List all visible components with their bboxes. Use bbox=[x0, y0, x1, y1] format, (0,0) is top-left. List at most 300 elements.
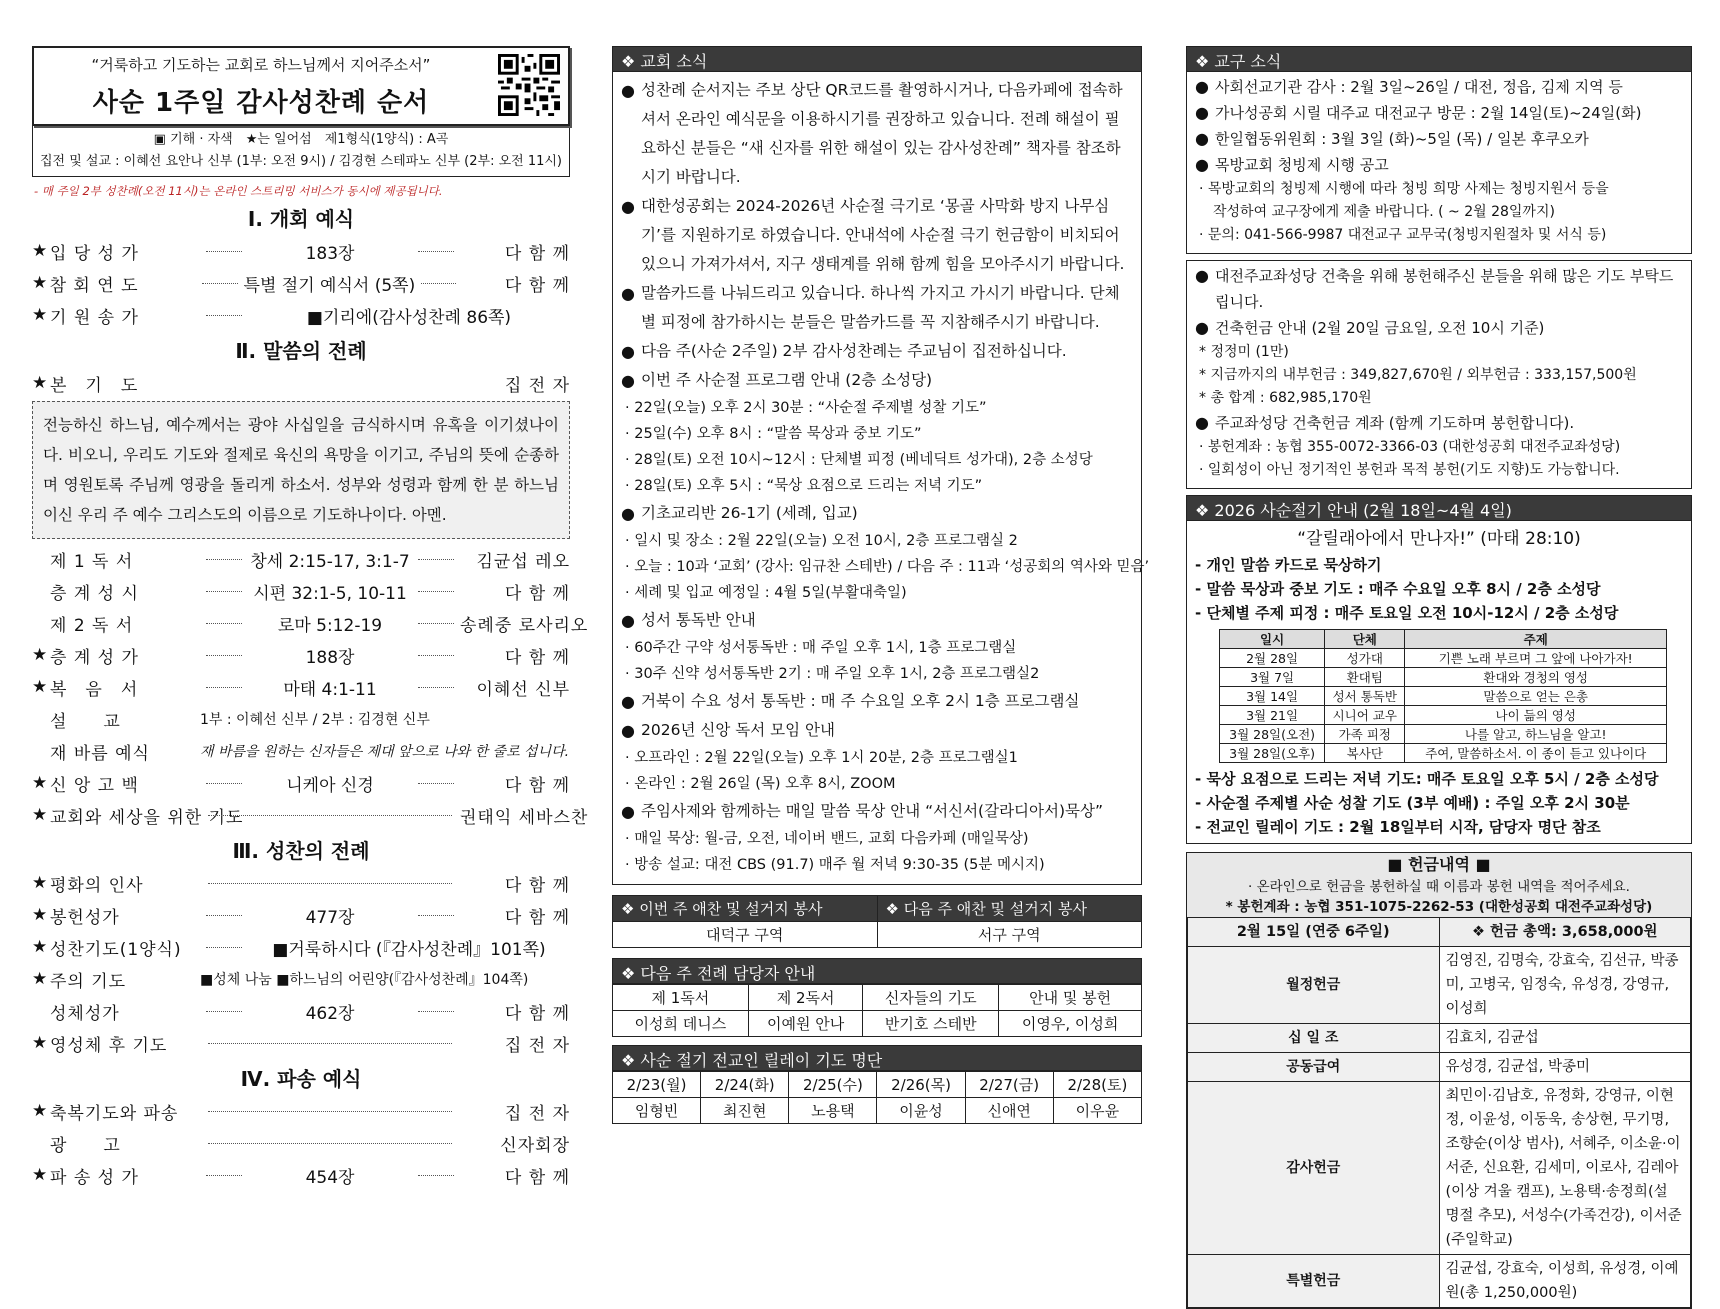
relay-name: 이우윤 bbox=[1053, 1098, 1141, 1124]
order-label: 파 송 성 가 bbox=[50, 1167, 139, 1188]
relay-name: 노용택 bbox=[789, 1098, 877, 1124]
dotted-leader bbox=[421, 283, 456, 284]
liturgy-title: ❖ 다음 주 전례 담당자 안내 bbox=[612, 958, 1142, 984]
news-sub-item: * 정정미 (1만) bbox=[1199, 344, 1289, 360]
relay-date: 2/23(월) bbox=[613, 1072, 701, 1098]
order-row bbox=[32, 995, 570, 1027]
news-item-text: 거북이 수요 성서 통독반 : 매 주 수요일 오후 2시 1층 프로그램실 bbox=[641, 692, 1080, 710]
lent-item: - 전교인 릴레이 기도 : 2월 18일부터 시작, 담당자 명단 참조 bbox=[1195, 818, 1601, 836]
order-row bbox=[32, 899, 570, 931]
order-value: 188장 bbox=[305, 647, 355, 668]
order-who: 집 전 자 bbox=[504, 1035, 570, 1056]
liturgy-person: 이성희 데니스 bbox=[613, 1011, 749, 1037]
news-sub-item: · 일회성이 아닌 정기적인 봉헌과 목적 봉헌(기도 지향)도 가능합니다. bbox=[1199, 462, 1620, 478]
schedule-row bbox=[1220, 649, 1667, 668]
dotted-leader bbox=[202, 283, 237, 284]
order-who: 송례중 로사리오 bbox=[460, 615, 589, 636]
dotted-leader bbox=[418, 251, 454, 252]
bullet-icon: ● bbox=[621, 504, 635, 523]
news-item-text: 가나성공회 시릴 대주교 대전교구 방문 : 2월 14일(토)~24일(화) bbox=[1215, 104, 1642, 122]
order-value: 재 바름을 원하는 신자들은 제대 앞으로 나와 한 줄로 섭니다. bbox=[200, 744, 570, 760]
dotted-leader bbox=[418, 915, 454, 916]
offering-names: 김균섭, 강효숙, 이성희, 유성경, 이예원(총 1,250,000원) bbox=[1439, 1255, 1691, 1308]
liturgy-table bbox=[612, 984, 1142, 1037]
page-title: 사순 1주일 감사성찬례 순서 bbox=[92, 88, 430, 118]
dotted-leader bbox=[418, 591, 454, 592]
dotted-leader bbox=[206, 591, 242, 592]
section-heading-opening: Ⅰ. 개회 예식 bbox=[247, 207, 355, 231]
order-who: 이혜선 신부 bbox=[476, 679, 570, 700]
news-item bbox=[621, 366, 1133, 395]
news-item-text: 목방교회 청빙제 시행 공고 bbox=[1215, 156, 1389, 174]
order-label: 재 바름 예식 bbox=[50, 743, 150, 764]
order-row bbox=[32, 1159, 570, 1191]
order-value: ■기리에(감사성찬례 86쪽) bbox=[306, 307, 512, 328]
stand-marker: ★ bbox=[32, 677, 48, 697]
news-sub-item: 작성하여 교구장에게 제출 바랍니다. ( ~ 2월 28일까지) bbox=[1199, 204, 1555, 220]
offering-names: 김효치, 김균섭 bbox=[1439, 1024, 1691, 1053]
news-sub-item: · 세례 및 입교 예정일 : 4월 5일(부활대축일) bbox=[625, 585, 907, 601]
schedule-cell: 시니어 교우 bbox=[1325, 706, 1405, 725]
order-label: 평화의 인사 bbox=[50, 875, 144, 896]
order-label: 주의 기도 bbox=[50, 971, 127, 992]
news-sub-item: · 목방교회의 청빙제 시행에 따라 청빙 희망 사제는 청빙지원서 등을 bbox=[1199, 181, 1609, 197]
relay-date: 2/27(금) bbox=[965, 1072, 1053, 1098]
bullet-icon: ● bbox=[621, 342, 635, 361]
news-item bbox=[1195, 263, 1683, 315]
order-who: 다 함 께 bbox=[504, 243, 570, 264]
dotted-leader bbox=[418, 687, 454, 688]
news-sub-item: · 22일(오늘) 오후 2시 30분 : “사순절 주제별 성찰 기도” bbox=[625, 400, 987, 416]
news-item-text: 건축헌금 안내 (2월 20일 금요일, 오전 10시 기준) bbox=[1215, 319, 1545, 337]
offering-box bbox=[1186, 852, 1692, 1309]
order-value: 니케아 신경 bbox=[286, 775, 374, 796]
order-value: 454장 bbox=[305, 1167, 355, 1188]
lent-item: - 묵상 요점으로 드리는 저녁 기도: 매주 토요일 오후 5시 / 2층 소성당 bbox=[1195, 770, 1659, 788]
news-item bbox=[621, 76, 1133, 192]
service-next-group: 서구 구역 bbox=[877, 922, 1142, 948]
dotted-leader bbox=[206, 623, 242, 624]
bullet-icon: ● bbox=[1195, 155, 1209, 174]
schedule-cell: 3월 21일 bbox=[1220, 706, 1325, 725]
section-heading-eucharist: Ⅲ. 성찬의 전례 bbox=[232, 839, 370, 863]
order-row bbox=[32, 543, 570, 575]
order-row bbox=[32, 639, 570, 671]
relay-table bbox=[612, 1071, 1142, 1124]
news-item bbox=[1195, 100, 1683, 126]
schedule-row bbox=[1220, 725, 1667, 744]
dotted-leader bbox=[206, 315, 242, 316]
service-this-group: 대덕구 구역 bbox=[613, 922, 878, 948]
dotted-leader bbox=[206, 687, 242, 688]
news-sub-item: · 28일(토) 오전 10시~12시 : 단체별 피정 (베네딕트 성가대), 2층 소성당 bbox=[625, 452, 1093, 468]
order-label: 봉헌성가 bbox=[50, 907, 120, 928]
motto: “거룩하고 기도하는 교회로 하느님께서 지어주소서” bbox=[91, 56, 431, 74]
order-who: 다 함 께 bbox=[504, 583, 570, 604]
order-label: 제 1 독 서 bbox=[50, 551, 134, 572]
offering-row bbox=[1188, 1255, 1691, 1308]
bullet-icon: ● bbox=[1195, 413, 1209, 432]
order-label: 층 계 성 시 bbox=[50, 583, 139, 604]
schedule-row bbox=[1220, 687, 1667, 706]
offering-category: 특별헌금 bbox=[1188, 1255, 1440, 1308]
order-row bbox=[32, 963, 570, 995]
dotted-leader bbox=[206, 655, 242, 656]
stand-marker: ★ bbox=[32, 805, 48, 825]
news-sub-item: * 지금까지의 내부헌금 : 349,827,670원 / 외부헌금 : 333,157,500원 bbox=[1199, 367, 1637, 383]
stand-marker: ★ bbox=[32, 905, 48, 925]
news-item bbox=[621, 716, 1133, 745]
schedule-cell: 가족 피정 bbox=[1325, 725, 1405, 744]
news-item bbox=[621, 192, 1133, 279]
dotted-leader bbox=[206, 915, 242, 916]
liturgy-role: 신자들의 기도 bbox=[863, 985, 999, 1011]
bullet-icon: ● bbox=[621, 81, 635, 100]
news-sub-item: · 방송 설교: 대전 CBS (91.7) 매주 월 저녁 9:30-35 (5분 메시지) bbox=[625, 857, 1045, 873]
stand-marker: ★ bbox=[32, 969, 48, 989]
dotted-leader bbox=[208, 883, 452, 884]
news-item bbox=[621, 606, 1133, 635]
schedule-cell: 주여, 말씀하소서. 이 종이 듣고 있나이다 bbox=[1405, 744, 1667, 763]
schedule-cell: 환대와 경청의 영성 bbox=[1405, 668, 1667, 687]
diocese-column bbox=[1186, 46, 1692, 1309]
offering-category: 월정헌금 bbox=[1188, 947, 1440, 1024]
relay-name: 임형빈 bbox=[613, 1098, 701, 1124]
offering-names: 김영진, 김명숙, 강효숙, 김선규, 박종미, 고병국, 임정숙, 유성경, 강영규, 이성희 bbox=[1439, 947, 1691, 1024]
bullet-icon: ● bbox=[621, 802, 635, 821]
schedule-header: 단체 bbox=[1325, 630, 1405, 649]
order-value: 마태 4:1-11 bbox=[283, 679, 377, 700]
offering-category: 감사헌금 bbox=[1188, 1082, 1440, 1255]
news-item-text: 성찬례 순서지는 주보 상단 QR코드를 촬영하시거나, 다음카페에 접속하셔서 온라인 예식문을 이용하시기를 권장하고 있습니다. 전례 해설이 필요하신 분들은 “새 신자를 위한 해설이 있는 감사성찬례” 책자를 참조하시기 바랍니다. bbox=[641, 81, 1123, 186]
news-item-text: 말씀카드를 나눠드리고 있습니다. 하나씩 가지고 가시기 바랍니다. 단체별 피정에 참가하시는 분들은 말씀카드를 꼭 지참해주시기 바랍니다. bbox=[641, 284, 1120, 331]
news-sub-item: · 문의: 041-566-9987 대전교구 교무국(청빙지원절차 및 서식 등) bbox=[1199, 227, 1607, 243]
order-row bbox=[32, 703, 570, 735]
schedule-row bbox=[1220, 668, 1667, 687]
news-item bbox=[1195, 315, 1683, 341]
relay-date: 2/28(토) bbox=[1053, 1072, 1141, 1098]
schedule-cell: 나이 듦의 영성 bbox=[1405, 706, 1667, 725]
news-item-text: 다음 주(사순 2주일) 2부 감사성찬례는 주교님이 집전하십니다. bbox=[641, 342, 1067, 360]
schedule-cell: 3월 28일(오전) bbox=[1220, 725, 1325, 744]
order-value: 477장 bbox=[305, 907, 355, 928]
eucharist-list bbox=[32, 867, 570, 1059]
liturgy-role: 제 2독서 bbox=[748, 985, 863, 1011]
schedule-cell: 환대팀 bbox=[1325, 668, 1405, 687]
diocese-title: ❖ 교구 소식 bbox=[1186, 46, 1692, 72]
order-label: 설 교 bbox=[50, 711, 121, 732]
news-item-text: 대한성공회는 2024-2026년 사순절 극기로 ‘몽골 사막화 방지 나무심기’를 지원하기로 하였습니다. 안내석에 사순절 극기 헌금함이 비치되어있으니 가져가셔서, 지구 생태계를 위해 함께 힘을 모아주시기 바랍니다. bbox=[641, 197, 1125, 273]
order-row bbox=[32, 671, 570, 703]
order-value: ■성체 나눔 ■하느님의 어린양(『감사성찬례』104쪽) bbox=[200, 972, 529, 988]
news-item-text: 대전주교좌성당 건축을 위해 봉헌해주신 분들을 위해 많은 기도 부탁드립니다. bbox=[1215, 267, 1674, 311]
news-item-text: 성서 통독반 안내 bbox=[641, 611, 756, 629]
liturgy-person: 이영우, 이성희 bbox=[999, 1011, 1142, 1037]
lent-item: - 단체별 주제 피정 : 매주 토요일 오전 10시-12시 / 2층 소성당 bbox=[1195, 604, 1619, 622]
news-item-text: 주임사제와 함께하는 매일 말씀 묵상 안내 “서신서(갈라디아서)묵상” bbox=[641, 802, 1103, 820]
schedule-cell: 3월 7일 bbox=[1220, 668, 1325, 687]
order-label: 교회와 세상을 위한 기도 bbox=[50, 807, 244, 828]
order-label: 성찬기도(1양식) bbox=[50, 939, 182, 960]
offering-names: 최민이·김남호, 유정화, 강영규, 이현정, 이윤성, 이동욱, 송상현, 무기명, 조향순(이상 범사), 서혜주, 이소윤·이서준, 신요환, 김세미, 이로사, 김레아(이상 겨울 캠프), 노용택·송정희(설 명절 추모), 서성수(가족건강), 이서준(주일학교) bbox=[1439, 1082, 1691, 1255]
order-label: 영성체 후 기도 bbox=[50, 1035, 168, 1056]
sending-list bbox=[32, 1095, 570, 1191]
order-who: 다 함 께 bbox=[504, 775, 570, 796]
lent-item: - 사순절 주제별 사순 성찰 기도 (3부 예배) : 주일 오후 2시 30분 bbox=[1195, 794, 1630, 812]
order-row bbox=[32, 735, 570, 767]
news-item-text: 주교좌성당 건축헌금 계좌 (함께 기도하며 봉헌합니다). bbox=[1215, 414, 1575, 432]
lent-verse: “갈릴래아에서 만나자!” (마태 28:10) bbox=[1297, 529, 1581, 549]
dotted-leader bbox=[206, 559, 242, 560]
news-item bbox=[621, 797, 1133, 826]
order-who: 집 전 자 bbox=[504, 1103, 570, 1124]
bullet-icon: ● bbox=[1195, 103, 1209, 122]
stand-marker: ★ bbox=[32, 1101, 48, 1121]
dotted-leader bbox=[418, 655, 454, 656]
schedule-cell: 3월 14일 bbox=[1220, 687, 1325, 706]
order-who: 신자회장 bbox=[500, 1135, 570, 1156]
relay-name: 최진현 bbox=[701, 1098, 789, 1124]
bullet-icon: ● bbox=[1195, 318, 1209, 337]
news-sub-item: · 오늘 : 10과 ‘교회’ (강사: 임규찬 스테반) / 다음 주 : 11과 ‘성공회의 역사와 믿음’ bbox=[625, 559, 1150, 575]
liturgy-person: 반기호 스테반 bbox=[863, 1011, 999, 1037]
news-item bbox=[621, 337, 1133, 366]
order-label: 입 당 성 가 bbox=[50, 243, 139, 264]
stand-marker: ★ bbox=[32, 873, 48, 893]
news-sub-item: · 30주 신약 성서통독반 2기 : 매 주일 오후 1시, 2층 프로그램실2 bbox=[625, 666, 1040, 682]
offering-line1: · 온라인으로 헌금을 봉헌하실 때 이름과 봉헌 내역을 적어주세요. bbox=[1187, 877, 1691, 897]
bullet-icon: ● bbox=[1195, 266, 1209, 285]
liturgy-person: 이예원 안나 bbox=[748, 1011, 863, 1037]
order-who: 김균섭 레오 bbox=[476, 551, 570, 572]
section-heading-sending: Ⅳ. 파송 예식 bbox=[240, 1067, 362, 1091]
offering-table bbox=[1187, 917, 1691, 1308]
order-who: 다 함 께 bbox=[504, 647, 570, 668]
dotted-leader bbox=[206, 947, 242, 948]
lent-title: ❖ 2026 사순절기 안내 (2월 18일~4월 4일) bbox=[1186, 495, 1692, 521]
lent-item: - 개인 말씀 카드로 묵상하기 bbox=[1195, 556, 1382, 574]
schedule-cell: 기쁜 노래 부르며 그 앞에 나아가자! bbox=[1405, 649, 1667, 668]
offering-account: * 봉헌계좌 : 농협 351-1075-2262-53 (대한성공회 대전주교좌성당) bbox=[1187, 897, 1691, 917]
order-row bbox=[32, 867, 570, 899]
dotted-leader bbox=[208, 1043, 452, 1044]
news-sub-item: · 온라인 : 2월 26일 (목) 오후 8시, ZOOM bbox=[625, 776, 896, 792]
bullet-icon: ● bbox=[621, 284, 635, 303]
order-label: 복 음 서 bbox=[50, 679, 139, 700]
order-label: 축복기도와 파송 bbox=[50, 1103, 179, 1124]
collect-prayer: 전능하신 하느님, 예수께서는 광야 사십일을 금식하시며 유혹을 이기셨나이다. 비오니, 우리도 기도와 절제로 육신의 욕망을 이기고, 주님의 뜻에 순종하며 영원토록 주님께 영광을 돌리게 하소서. 성부와 성령과 함께 한 분 하느님이신 우리 주 예수 그리스도의 이름으로 기도하나이다. 아멘. bbox=[32, 401, 570, 539]
liturgy-role: 안내 및 봉헌 bbox=[999, 985, 1142, 1011]
service-this-week-title: ❖ 이번 주 애찬 및 설거지 봉사 bbox=[613, 896, 878, 922]
schedule-cell: 말씀으로 얻는 은총 bbox=[1405, 687, 1667, 706]
church-news-box bbox=[612, 72, 1150, 885]
legend-box bbox=[32, 126, 570, 177]
news-sub-item: · 매일 묵상: 월-금, 오전, 네이버 밴드, 교회 다음카페 (매일묵상) bbox=[625, 831, 1029, 847]
news-item bbox=[621, 279, 1133, 337]
relay-date: 2/26(목) bbox=[877, 1072, 965, 1098]
news-sub-item: * 총 합계 : 682,985,170원 bbox=[1199, 390, 1372, 406]
offering-category: 십 일 조 bbox=[1188, 1024, 1440, 1053]
lent-items-2 bbox=[1195, 767, 1683, 839]
order-row bbox=[32, 235, 570, 267]
section-heading-word: Ⅱ. 말씀의 전례 bbox=[235, 339, 367, 363]
news-item bbox=[1195, 152, 1683, 178]
dotted-leader bbox=[418, 1011, 454, 1012]
schedule-cell: 나를 알고, 하느님을 알고! bbox=[1405, 725, 1667, 744]
celebrants-text: 집전 및 설교 : 이혜선 요안나 신부 (1부: 오전 9시) / 김경현 스테파노 신부 (2부: 오전 11시) bbox=[39, 154, 563, 169]
relay-date: 2/25(수) bbox=[789, 1072, 877, 1098]
order-value: 창세 2:15-17, 3:1-7 bbox=[250, 551, 410, 572]
order-value: 특별 절기 예식서 (5쪽) bbox=[243, 275, 416, 296]
offering-row bbox=[1188, 1053, 1691, 1082]
offering-row bbox=[1188, 1024, 1691, 1053]
liturgy-role: 제 1독서 bbox=[613, 985, 749, 1011]
news-item bbox=[621, 687, 1133, 716]
qr-code-icon[interactable] bbox=[498, 54, 560, 116]
order-label: 신 앙 고 백 bbox=[50, 775, 139, 796]
stand-marker: ★ bbox=[32, 273, 48, 293]
order-value: 183장 bbox=[305, 243, 355, 264]
word-liturgy-list bbox=[32, 543, 589, 831]
bullet-icon: ● bbox=[621, 692, 635, 711]
dotted-leader bbox=[418, 783, 454, 784]
dotted-leader bbox=[206, 1011, 242, 1012]
bullet-icon: ● bbox=[621, 721, 635, 740]
streaming-notice: - 매 주일 2부 성찬례(오전 11시)는 온라인 스트리밍 서비스가 동시에 제공됩니다. bbox=[34, 184, 443, 198]
stand-marker: ★ bbox=[32, 937, 48, 957]
stand-marker: ★ bbox=[32, 241, 48, 261]
order-row bbox=[32, 1027, 570, 1059]
dotted-leader bbox=[418, 559, 454, 560]
schedule-header: 주제 bbox=[1405, 630, 1667, 649]
dotted-leader bbox=[208, 815, 452, 816]
dotted-leader bbox=[418, 623, 454, 624]
schedule-cell: 2월 28일 bbox=[1220, 649, 1325, 668]
order-label: 층 계 성 가 bbox=[50, 647, 139, 668]
news-item bbox=[621, 499, 1133, 528]
header-box bbox=[32, 46, 570, 126]
schedule-row bbox=[1220, 706, 1667, 725]
news-item-text: 한일협동위원회 : 3월 3일 (화)~5일 (목) / 일본 후쿠오카 bbox=[1215, 130, 1589, 148]
collect-row bbox=[32, 367, 570, 399]
order-label: 성체성가 bbox=[50, 1003, 120, 1024]
order-row bbox=[32, 767, 570, 799]
order-row bbox=[32, 267, 570, 299]
news-item-text: 2026년 신앙 독서 모임 안내 bbox=[641, 721, 835, 739]
schedule-cell: 복사단 bbox=[1325, 744, 1405, 763]
order-value: 1부 : 이혜선 신부 / 2부 : 김경현 신부 bbox=[200, 712, 430, 728]
schedule-header: 일시 bbox=[1220, 630, 1325, 649]
order-row bbox=[32, 607, 589, 639]
stand-marker: ★ bbox=[32, 773, 48, 793]
order-label: 제 2 독 서 bbox=[50, 615, 134, 636]
order-who: 다 함 께 bbox=[504, 1003, 570, 1024]
order-row bbox=[32, 575, 570, 607]
schedule-row bbox=[1220, 744, 1667, 763]
order-value: ■거룩하시다 (『감사성찬례』101쪽) bbox=[272, 939, 546, 960]
offering-category: 공동급여 bbox=[1188, 1053, 1440, 1082]
dotted-leader bbox=[206, 783, 242, 784]
order-row bbox=[32, 1095, 570, 1127]
dotted-leader bbox=[206, 1175, 242, 1176]
order-value: 시편 32:1-5, 10-11 bbox=[253, 583, 407, 604]
order-who: 다 함 께 bbox=[504, 875, 570, 896]
building-box bbox=[1186, 260, 1692, 489]
schedule-cell: 성서 통독반 bbox=[1325, 687, 1405, 706]
bullet-icon: ● bbox=[1195, 77, 1209, 96]
order-label: 참 회 연 도 bbox=[49, 275, 139, 296]
offering-row bbox=[1188, 1082, 1691, 1255]
news-sub-item: · 일시 및 장소 : 2월 22일(오늘) 오전 10시, 2층 프로그램실 2 bbox=[625, 533, 1018, 549]
schedule-cell: 3월 28일(오후) bbox=[1220, 744, 1325, 763]
relay-name: 신애연 bbox=[965, 1098, 1053, 1124]
order-label: 광 고 bbox=[50, 1135, 121, 1156]
relay-name: 이윤성 bbox=[877, 1098, 965, 1124]
service-next-week-title: ❖ 다음 주 애찬 및 설거지 봉사 bbox=[877, 896, 1142, 922]
stand-marker: ★ bbox=[32, 305, 48, 325]
order-who: 다 함 께 bbox=[504, 907, 570, 928]
lent-item: - 말씀 묵상과 중보 기도 : 매주 수요일 오후 8시 / 2층 소성당 bbox=[1195, 580, 1601, 598]
news-sub-item: · 60주간 구약 성서통독반 : 매 주일 오후 1시, 1층 프로그램실 bbox=[625, 640, 1017, 656]
bullet-icon: ● bbox=[621, 611, 635, 630]
stand-marker: ★ bbox=[32, 645, 48, 665]
stand-marker: ★ bbox=[32, 373, 48, 393]
news-item bbox=[1195, 126, 1683, 152]
news-item bbox=[1195, 410, 1683, 436]
order-row bbox=[32, 799, 589, 831]
dotted-leader bbox=[208, 1143, 452, 1144]
order-label: 기 원 송 가 bbox=[50, 307, 139, 328]
relay-title: ❖ 사순 절기 전교인 릴레이 기도 명단 bbox=[612, 1045, 1142, 1071]
church-news-title: ❖ 교회 소식 bbox=[612, 46, 1142, 72]
order-label: 본 기 도 bbox=[50, 375, 139, 396]
news-item-text: 사회선교기관 감사 : 2월 3일~26일 / 대전, 정읍, 김제 지역 등 bbox=[1215, 78, 1623, 96]
news-sub-item: · 25일(수) 오후 8시 : “말씀 묵상과 중보 기도” bbox=[625, 426, 922, 442]
schedule-cell: 성가대 bbox=[1325, 649, 1405, 668]
order-row bbox=[32, 299, 570, 331]
lent-box bbox=[1186, 521, 1692, 844]
stand-marker: ★ bbox=[32, 1165, 48, 1185]
bullet-icon: ● bbox=[1195, 129, 1209, 148]
order-who: 다 함 께 bbox=[504, 1167, 570, 1188]
order-value: 462장 bbox=[305, 1003, 355, 1024]
order-value: 로마 5:12-19 bbox=[277, 615, 383, 636]
news-item bbox=[1195, 74, 1683, 100]
legend-text: ▣ 기해 · 자색 ★는 일어섬 제1형식(1양식) : A곡 bbox=[153, 132, 449, 147]
relay-date: 2/24(화) bbox=[701, 1072, 789, 1098]
bullet-icon: ● bbox=[621, 371, 635, 390]
offering-title: ■ 헌금내역 ■ bbox=[1187, 853, 1691, 877]
lent-schedule-table bbox=[1219, 629, 1667, 763]
order-row bbox=[32, 1127, 570, 1159]
offering-total: ❖ 헌금 총액: 3,658,000원 bbox=[1439, 918, 1691, 947]
bullet-icon: ● bbox=[621, 197, 635, 216]
order-who: 집 전 자 bbox=[504, 375, 570, 396]
offering-date: 2월 15일 (연중 6주일) bbox=[1188, 918, 1440, 947]
news-item-text: 이번 주 사순절 프로그램 안내 (2층 소성당) bbox=[641, 371, 933, 389]
stand-marker: ★ bbox=[32, 1033, 48, 1053]
news-sub-item: · 28일(토) 오후 5시 : “묵상 요점으로 드리는 저녁 기도” bbox=[625, 478, 983, 494]
dotted-leader bbox=[418, 1175, 454, 1176]
lent-items bbox=[1195, 553, 1683, 625]
service-table bbox=[612, 895, 1142, 948]
offering-names: 유성경, 김균섭, 박종미 bbox=[1439, 1053, 1691, 1082]
opening-rites-list bbox=[32, 235, 570, 331]
dotted-leader bbox=[208, 1111, 452, 1112]
diocese-box bbox=[1186, 72, 1692, 254]
news-sub-item: · 봉헌계좌 : 농협 355-0072-3366-03 (대한성공회 대전주교좌성당) bbox=[1199, 439, 1621, 455]
order-row bbox=[32, 931, 570, 963]
